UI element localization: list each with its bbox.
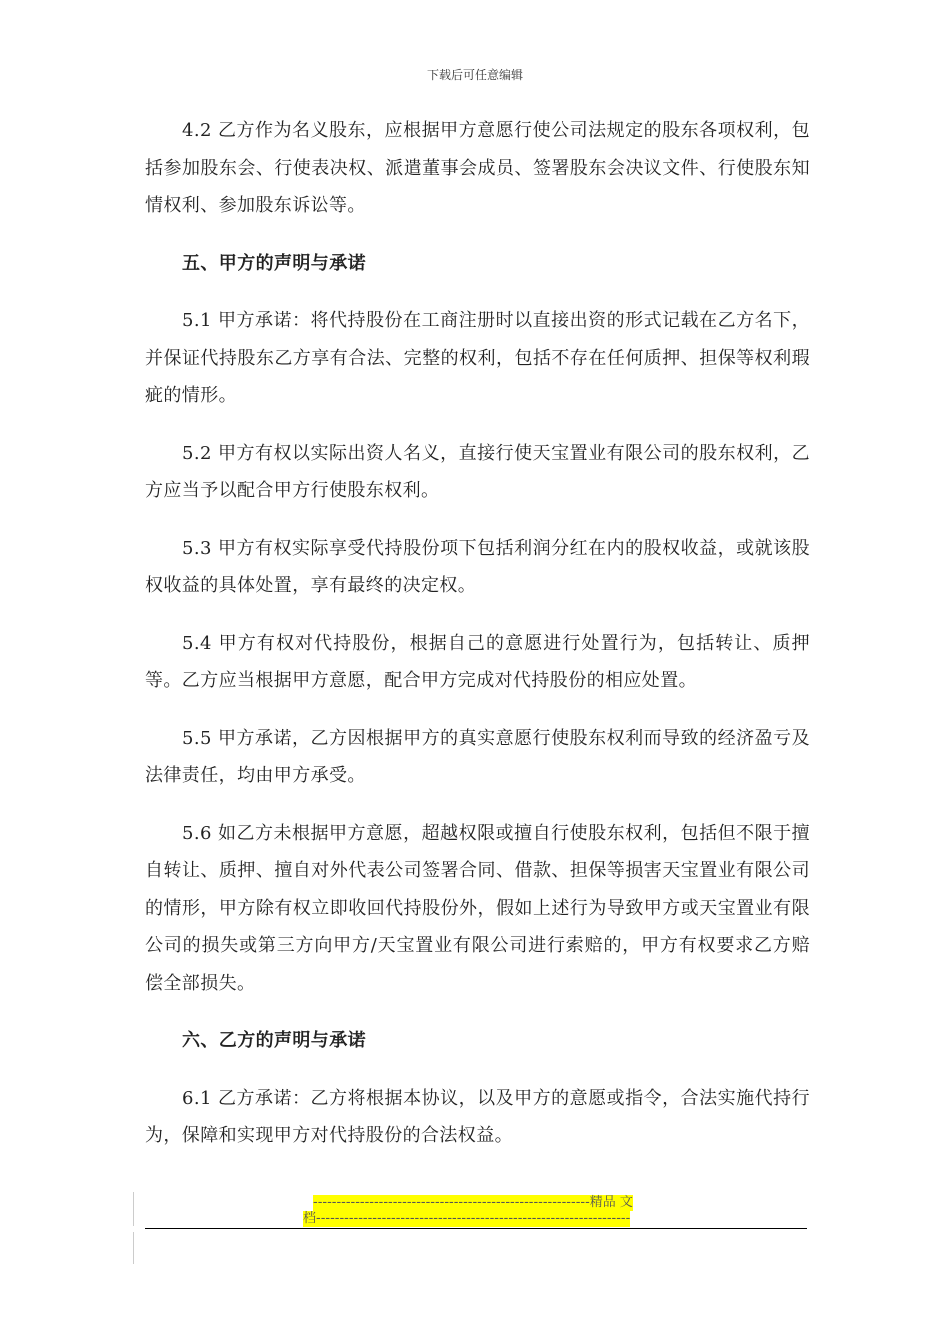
footer-watermark-line2: 档------------------------------------------------------------------- xyxy=(303,1211,631,1226)
section-5-heading: 五、甲方的声明与承诺 xyxy=(182,252,366,274)
clause-6-1: 6.1 乙方承诺：乙方将根据本协议，以及甲方的意愿或指令，合法实施代持行为，保障和实现甲方对代持股份的合法权益。 xyxy=(145,1087,810,1146)
document-body xyxy=(145,112,810,1175)
clause-5-1: 5.1 甲方承诺：将代持股份在工商注册时以直接出资的形式记载在乙方名下，并保证代持股东乙方享有合法、完整的权利，包括不存在任何质押、担保等权利瑕疵的情形。 xyxy=(145,310,810,406)
clause-5-2: 5.2 甲方有权以实际出资人名义，直接行使天宝置业有限公司的股东权利，乙方应当予以配合甲方行使股东权利。 xyxy=(145,442,810,501)
footer-watermark-line1: -----------------------------------------------------------精品 文 xyxy=(313,1195,633,1210)
page-header: 下载后可任意编辑 xyxy=(426,68,523,82)
clause-4-2: 4.2 乙方作为名义股东，应根据甲方意愿行使公司法规定的股东各项权利，包括参加股东会、行使表决权、派遣董事会成员、签署股东会决议文件、行使股东知情权利、参加股东诉讼等。 xyxy=(145,120,810,216)
clause-5-6: 5.6 如乙方未根据甲方意愿，超越权限或擅自行使股东权利，包括但不限于擅自转让、质押、擅自对外代表公司签署合同、借款、担保等损害天宝置业有限公司的情形，甲方除有权立即收回代持股份外，假如上述行为导致甲方或天宝置业有限公司的损失或第三方向甲方/天宝置业有限公司进行索赔的，甲方有权要求乙方赔偿全部损失。 xyxy=(145,822,810,994)
section-6-heading: 六、乙方的声明与承诺 xyxy=(182,1030,366,1051)
clause-5-5: 5.5 甲方承诺，乙方因根据甲方的真实意愿行使股东权利而导致的经济盈亏及法律责任，均由甲方承受。 xyxy=(145,727,810,786)
footer-margin-line-lower xyxy=(133,1232,134,1264)
clause-5-4: 5.4 甲方有权对代持股份，根据自己的意愿进行处置行为，包括转让、质押等。乙方应当根据甲方意愿，配合甲方完成对代持股份的相应处置。 xyxy=(145,632,810,691)
clause-5-3: 5.3 甲方有权实际享受代持股份项下包括利润分红在内的股权收益，或就该股权收益的具体处置，享有最终的决定权。 xyxy=(145,537,810,596)
footer-rule xyxy=(145,1228,807,1229)
footer-margin-line-upper xyxy=(133,1192,134,1226)
